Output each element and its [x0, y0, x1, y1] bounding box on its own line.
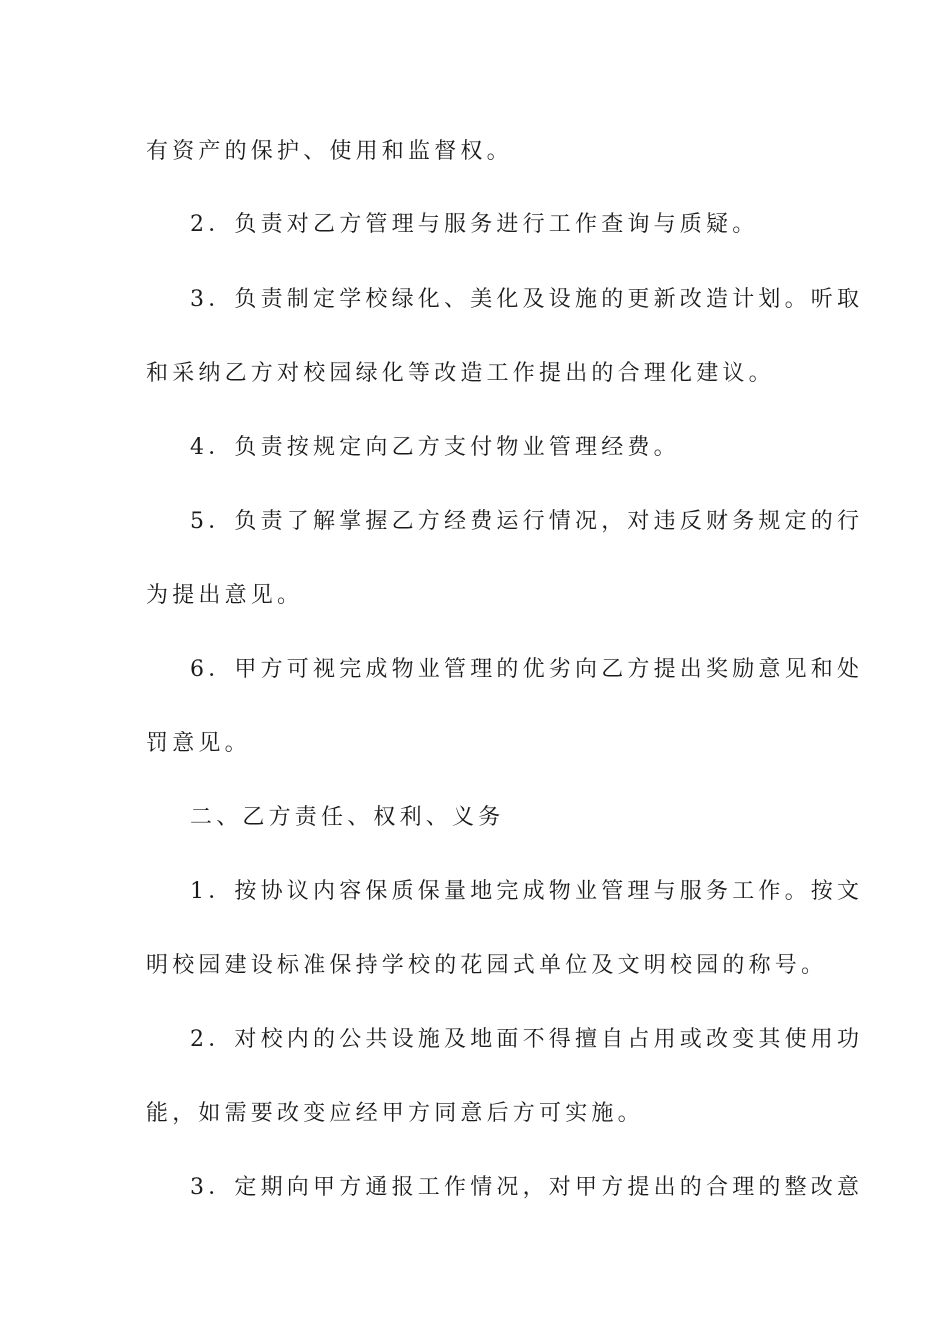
paragraph-line: 6．甲方可视完成物业管理的优劣向乙方提出奖励意见和处 — [190, 657, 864, 682]
paragraph-line: 2．负责对乙方管理与服务进行工作查询与质疑。 — [190, 212, 759, 237]
paragraph-line: 4．负责按规定向乙方支付物业管理经费。 — [190, 435, 680, 460]
paragraph-line: 2．对校内的公共设施及地面不得擅自占用或改变其使用功 — [190, 1027, 864, 1052]
paragraph-line: 3．负责制定学校绿化、美化及设施的更新改造计划。听取 — [190, 287, 864, 312]
paragraph-line: 和采纳乙方对校园绿化等改造工作提出的合理化建议。 — [146, 361, 775, 386]
paragraph-line: 3．定期向甲方通报工作情况，对甲方提出的合理的整改意 — [190, 1175, 864, 1200]
paragraph-line: 为提出意见。 — [146, 583, 304, 608]
paragraph-line: 1．按协议内容保质保量地完成物业管理与服务工作。按文 — [190, 879, 864, 904]
paragraph-line: 明校园建设标准保持学校的花园式单位及文明校园的称号。 — [146, 953, 828, 978]
section-heading: 二、乙方责任、权利、义务 — [190, 805, 505, 830]
paragraph-line: 能，如需要改变应经甲方同意后方可实施。 — [146, 1101, 644, 1126]
paragraph-line: 5．负责了解掌握乙方经费运行情况，对违反财务规定的行 — [190, 509, 864, 534]
paragraph-line: 有资产的保护、使用和监督权。 — [146, 139, 513, 164]
paragraph-line: 罚意见。 — [146, 731, 251, 756]
